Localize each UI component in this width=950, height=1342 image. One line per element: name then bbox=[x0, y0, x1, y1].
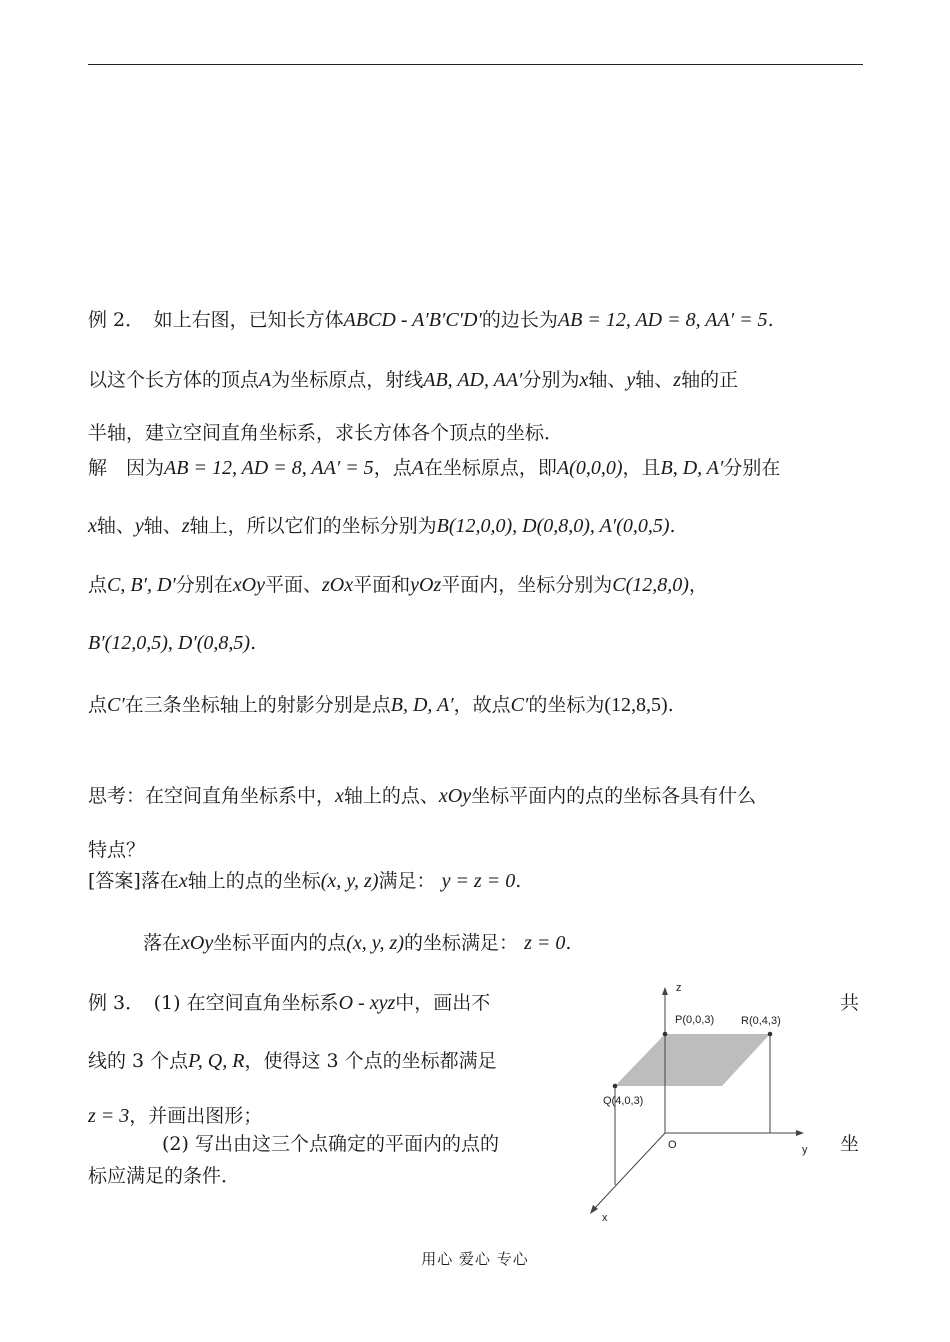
ex3-line-2 bbox=[88, 1048, 497, 1074]
math: B(12,0,0), D(0,8,0), A′(0,0,5) bbox=[436, 515, 670, 537]
solution-line-5 bbox=[88, 692, 674, 718]
math: xOy bbox=[232, 574, 265, 596]
text: 轴、 bbox=[635, 369, 674, 391]
math: (x, y, z) bbox=[346, 932, 404, 954]
text: ，并画出图形； bbox=[129, 1105, 263, 1127]
math: xOy bbox=[181, 932, 214, 954]
ex3-line-1 bbox=[88, 990, 490, 1016]
math: AB = 12, AD = 8, AA′ = 5 bbox=[557, 309, 768, 331]
text: ，使得这 3 个点的坐标都满足 bbox=[244, 1050, 497, 1072]
math: zOx bbox=[322, 574, 354, 596]
math: (12,8,5) bbox=[604, 694, 668, 716]
math: A(0,0,0) bbox=[556, 457, 623, 479]
math: ABCD - A′B′C′D′ bbox=[343, 309, 482, 331]
text: 满足： bbox=[378, 870, 436, 892]
text: . bbox=[669, 515, 676, 537]
text: 轴、 bbox=[143, 515, 182, 537]
ex3-line-5: 标应满足的条件． bbox=[88, 1165, 241, 1187]
math: B, D, A′ bbox=[390, 694, 454, 716]
text: 在三条坐标轴上的射影分别是点 bbox=[124, 694, 391, 716]
ex3-line-1-end: 共 bbox=[840, 992, 860, 1014]
text: 分别为 bbox=[522, 369, 580, 391]
math: z = 3 bbox=[88, 1105, 130, 1127]
ex3-line-3 bbox=[88, 1103, 262, 1129]
text: ，故点 bbox=[453, 694, 511, 716]
x-axis bbox=[594, 1133, 665, 1209]
solution-line-1 bbox=[88, 455, 780, 481]
math: xOy bbox=[438, 785, 472, 807]
text: 轴、 bbox=[588, 369, 627, 391]
answer-line-2 bbox=[143, 930, 571, 956]
text: 分别在 bbox=[175, 574, 233, 596]
text: 例 2． 如上右图，已知长方体 bbox=[88, 309, 344, 331]
text: . bbox=[767, 309, 774, 331]
text: 轴的正 bbox=[681, 369, 739, 391]
math: C, B′, D′ bbox=[107, 574, 176, 596]
math: y bbox=[626, 369, 636, 391]
text: 点 bbox=[88, 694, 108, 716]
text: 解 因为 bbox=[88, 457, 165, 479]
math: x bbox=[579, 369, 589, 391]
ex3-line-4-end: 坐 bbox=[840, 1133, 860, 1155]
math: x bbox=[335, 785, 344, 807]
text: 点 bbox=[88, 574, 108, 596]
math: O - xyz bbox=[338, 992, 396, 1014]
ex2-line-3: 半轴，建立空间直角坐标系，求长方体各个顶点的坐标． bbox=[88, 422, 564, 444]
point-r bbox=[768, 1032, 773, 1037]
ex3-line-4: (2) 写出由这三个点确定的平面内的点的 bbox=[162, 1133, 499, 1155]
math: A bbox=[411, 457, 424, 479]
math: B′(12,0,5), D′(0,8,5) bbox=[88, 632, 251, 654]
text: 轴、 bbox=[96, 515, 135, 537]
label-r: R(0,4,3) bbox=[741, 1015, 781, 1027]
text: 以这个长方体的顶点 bbox=[88, 369, 260, 391]
coordinate-figure bbox=[570, 975, 870, 1230]
math: (x, y, z) bbox=[320, 870, 379, 892]
point-q bbox=[613, 1084, 618, 1089]
solution-line-3 bbox=[88, 572, 708, 598]
answer-line-1 bbox=[88, 868, 521, 894]
page-footer: 用心 爱心 专心 bbox=[421, 1250, 529, 1268]
text: . bbox=[250, 632, 257, 654]
text: 中，画出不 bbox=[395, 992, 491, 1014]
text: 坐标平面内的点的坐标各具有什么 bbox=[471, 785, 757, 807]
label-z: z bbox=[676, 982, 682, 994]
text: 轴上的点的坐标 bbox=[187, 870, 321, 892]
text: 落在 bbox=[143, 932, 182, 954]
math: z bbox=[181, 515, 190, 537]
text: 的坐标为 bbox=[528, 694, 605, 716]
math: B, D, A′ bbox=[660, 457, 724, 479]
text: 平面内，坐标分别为 bbox=[441, 574, 613, 596]
math: C′ bbox=[510, 694, 529, 716]
math: x bbox=[178, 870, 188, 892]
text: 分别在 bbox=[723, 457, 781, 479]
text: . bbox=[565, 932, 572, 954]
label-x: x bbox=[602, 1212, 608, 1224]
plane-z3 bbox=[615, 1034, 770, 1086]
math: y = z = 0 bbox=[441, 870, 516, 892]
ex2-line-2 bbox=[88, 367, 738, 393]
point-p bbox=[663, 1032, 668, 1037]
text: . bbox=[667, 694, 674, 716]
z-arrow bbox=[662, 987, 668, 995]
math: x bbox=[88, 515, 97, 537]
text: 轴上，所以它们的坐标分别为 bbox=[189, 515, 437, 537]
math: P, Q, R bbox=[188, 1050, 245, 1072]
math: C(12,8,0) bbox=[612, 574, 689, 596]
text: ，点 bbox=[373, 457, 412, 479]
math: yOz bbox=[410, 574, 442, 596]
text: . bbox=[515, 870, 522, 892]
text: 例 3． (1) 在空间直角坐标系 bbox=[88, 992, 339, 1014]
text: ，且 bbox=[622, 457, 661, 479]
label-y: y bbox=[802, 1144, 808, 1156]
text: 的坐标满足： bbox=[404, 932, 519, 954]
header-rule bbox=[88, 64, 863, 65]
text: 线的 3 个点 bbox=[88, 1050, 189, 1072]
think-line-1 bbox=[88, 783, 756, 809]
math: AB = 12, AD = 8, AA′ = 5 bbox=[164, 457, 374, 479]
text: 为坐标原点，射线 bbox=[271, 369, 424, 391]
solution-line-2 bbox=[88, 513, 676, 539]
text: 轴上的点、 bbox=[343, 785, 439, 807]
math: AB, AD, AA′ bbox=[423, 369, 523, 391]
text: 的边长为 bbox=[481, 309, 558, 331]
text: ， bbox=[688, 574, 708, 596]
text: 平面、 bbox=[264, 574, 322, 596]
math: y bbox=[134, 515, 144, 537]
label-p: P(0,0,3) bbox=[675, 1014, 715, 1026]
text: 思考：在空间直角坐标系中， bbox=[88, 785, 336, 807]
ex2-line-1 bbox=[88, 307, 774, 333]
text: 坐标平面内的点 bbox=[213, 932, 347, 954]
math: z bbox=[673, 369, 682, 391]
label-origin: O bbox=[668, 1139, 677, 1151]
text: 在坐标原点，即 bbox=[423, 457, 557, 479]
math: C′ bbox=[107, 694, 125, 716]
math: A bbox=[259, 369, 272, 391]
text: 平面和 bbox=[353, 574, 411, 596]
y-arrow bbox=[796, 1130, 804, 1136]
label-q: Q(4,0,3) bbox=[603, 1095, 644, 1107]
think-line-2: 特点？ bbox=[88, 839, 146, 861]
solution-line-4 bbox=[88, 630, 256, 656]
text: [答案]落在 bbox=[88, 870, 179, 892]
math: z = 0 bbox=[524, 932, 566, 954]
